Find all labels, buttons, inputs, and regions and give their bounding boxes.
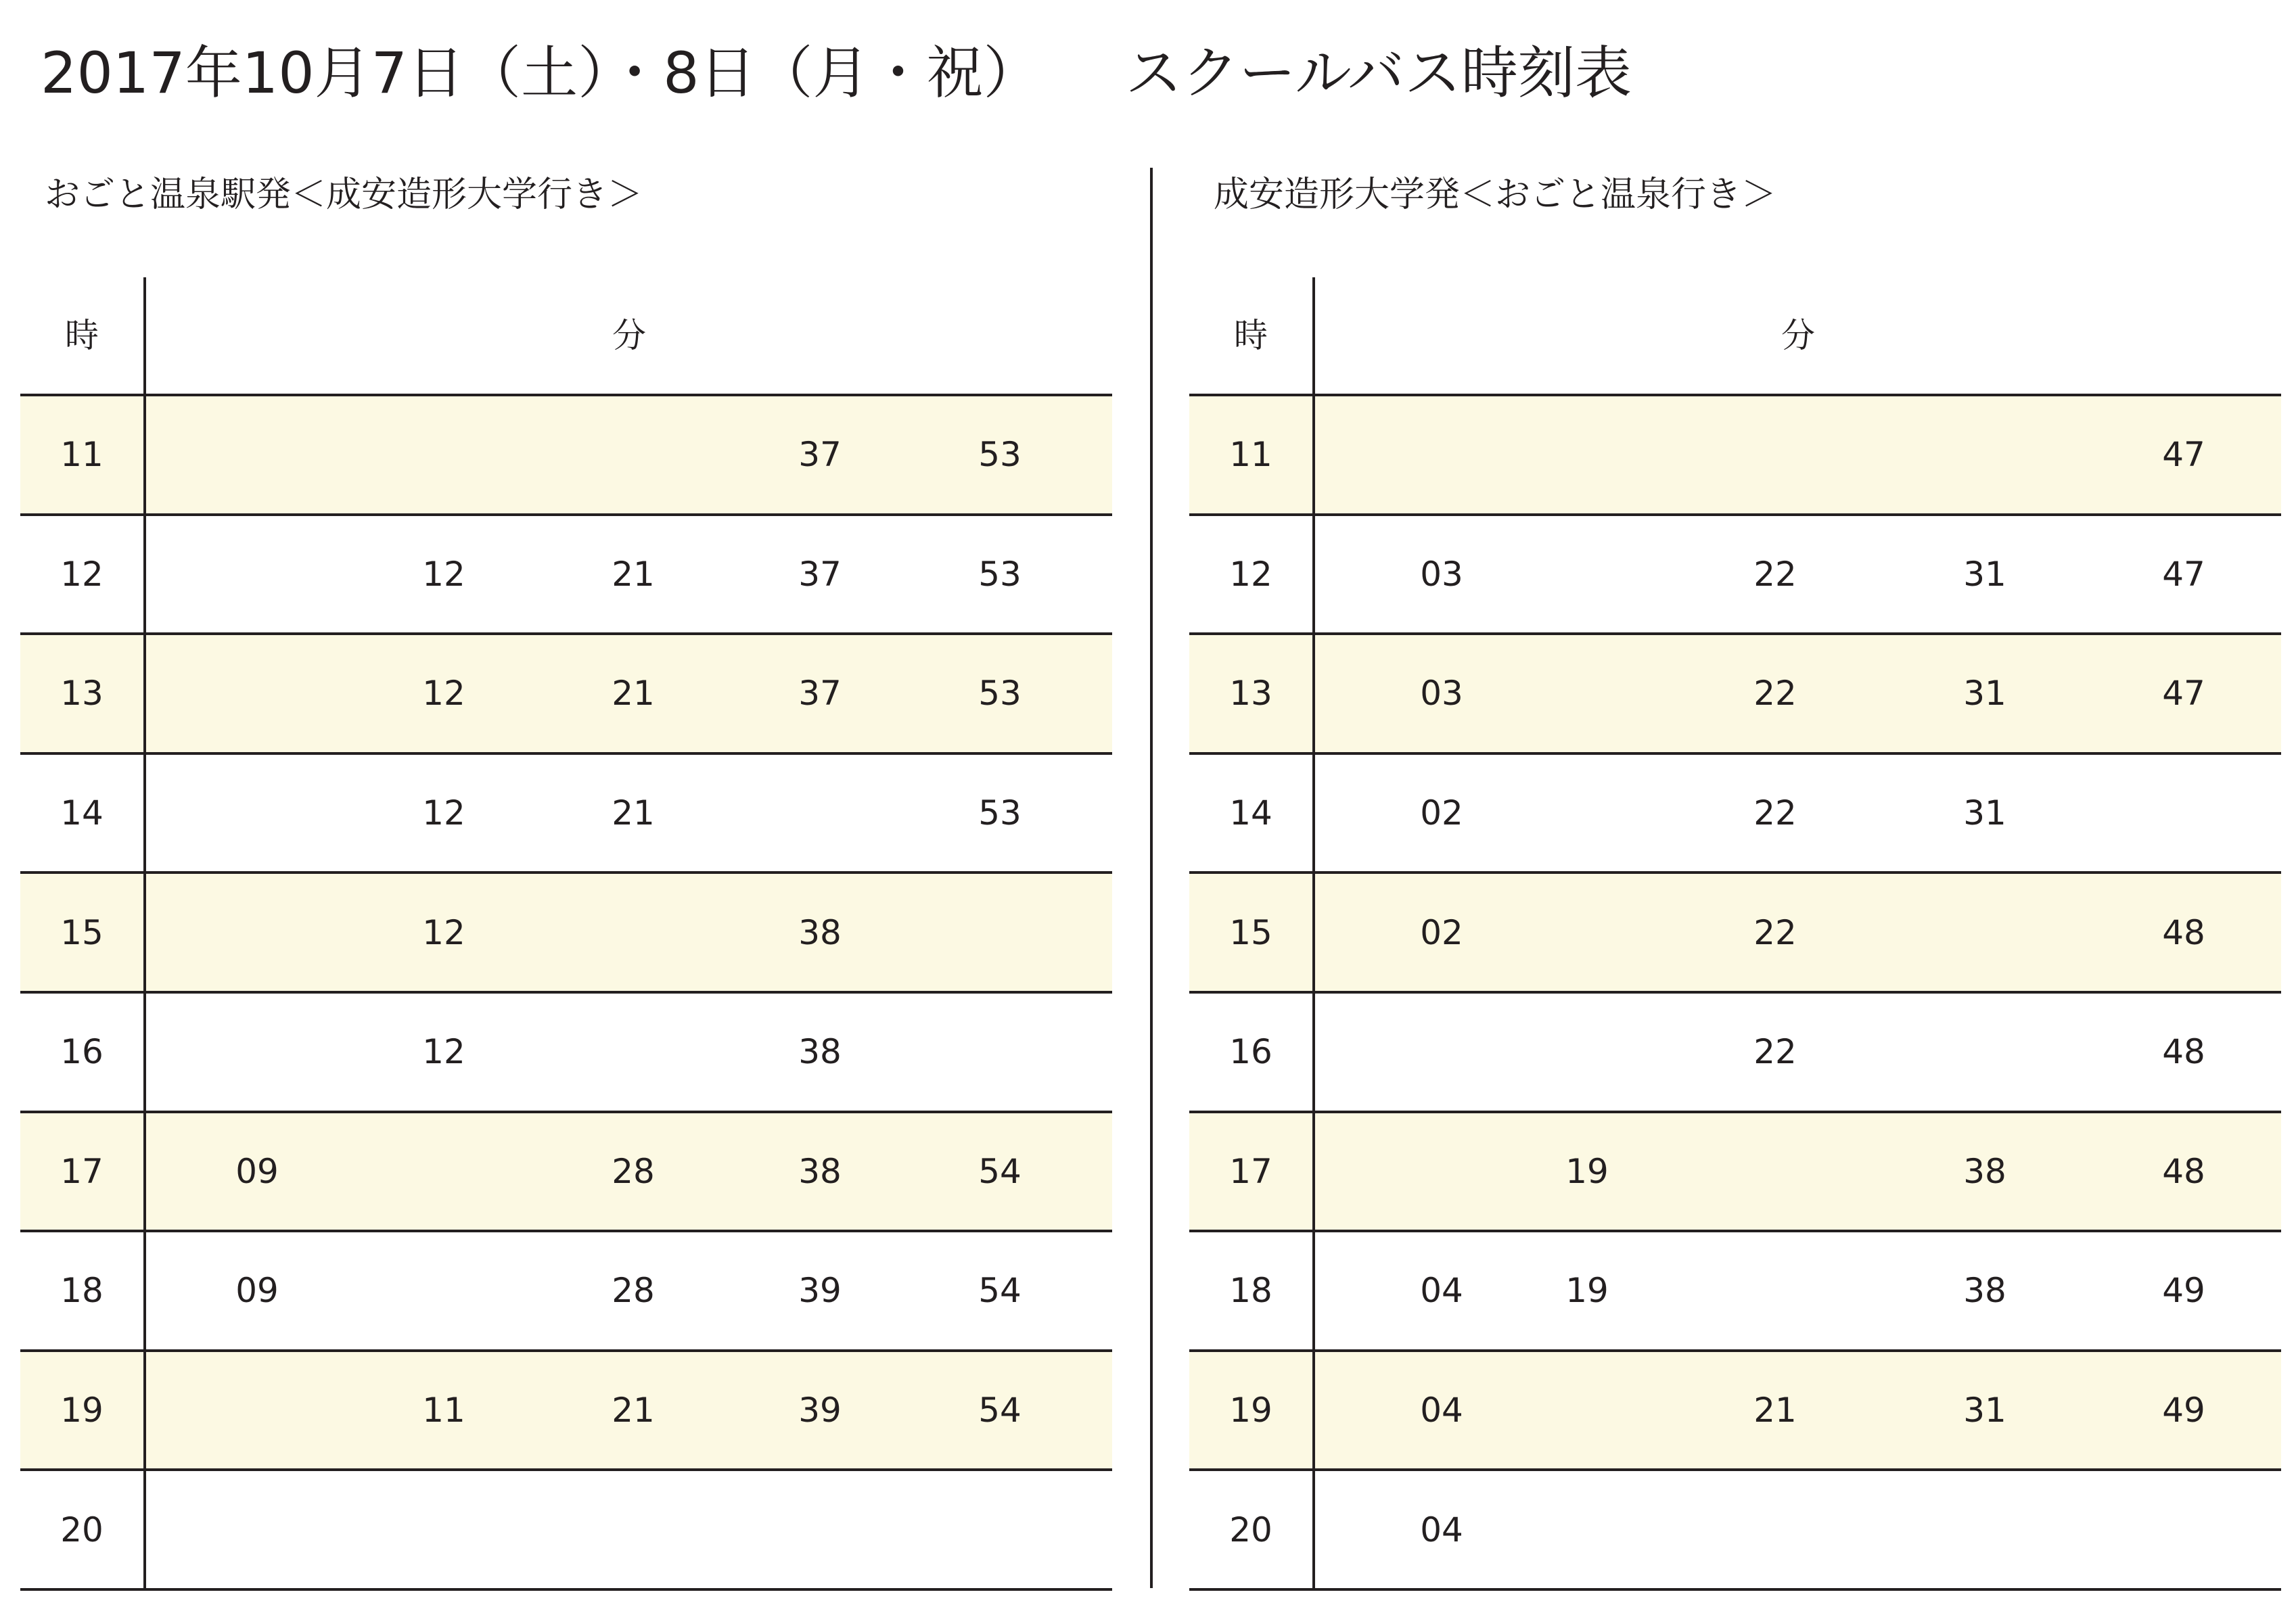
minute-cell (216, 516, 298, 633)
minute-cell (959, 874, 1040, 991)
hour-cell: 16 (1229, 1032, 1272, 1072)
minute-cell (593, 994, 674, 1111)
table-row (1189, 752, 2281, 872)
hour-cell: 14 (1229, 793, 1272, 833)
table-body (20, 394, 1112, 1591)
minute-cell: 38 (798, 1032, 842, 1072)
minute-cell (216, 1352, 298, 1469)
minute-cell: 39 (798, 1271, 842, 1311)
table-row (20, 632, 1112, 752)
hour-cell: 18 (1229, 1271, 1272, 1311)
minute-cell (779, 1471, 860, 1588)
table-row (20, 513, 1112, 633)
minute-cell (1735, 1471, 1816, 1588)
minute-cell (1546, 1352, 1628, 1469)
minute-cell (1735, 1232, 1816, 1349)
hour-cell: 16 (60, 1032, 104, 1072)
table-row (1189, 513, 2281, 633)
minute-cell: 49 (2162, 1271, 2205, 1311)
table-row (20, 871, 1112, 991)
table-row (1189, 1468, 2281, 1591)
minute-cell: 31 (1963, 554, 2006, 594)
minute-cell (1735, 396, 1816, 513)
minute-cell: 49 (2162, 1391, 2205, 1430)
minute-cell: 37 (798, 674, 842, 714)
minute-cell (1944, 396, 2025, 513)
minute-cell (1944, 1471, 2025, 1588)
minute-cell (216, 755, 298, 872)
hour-cell: 19 (60, 1391, 104, 1430)
minute-cell: 03 (1420, 554, 1463, 594)
minute-cell: 38 (798, 912, 842, 952)
minute-cell (1944, 994, 2025, 1111)
minute-cell: 22 (1753, 912, 1797, 952)
table-row (20, 1111, 1112, 1230)
table-row (1189, 1111, 2281, 1230)
minute-cell (1546, 755, 1628, 872)
hour-cell: 12 (60, 554, 104, 594)
hour-divider (143, 277, 146, 1588)
hour-divider (1312, 277, 1315, 1588)
minute-cell (959, 994, 1040, 1111)
minute-cell: 22 (1753, 554, 1797, 594)
hour-cell: 20 (1229, 1510, 1272, 1550)
minute-cell: 37 (798, 554, 842, 594)
minute-cell: 09 (235, 1271, 279, 1311)
hour-cell: 11 (60, 435, 104, 475)
table-row (20, 991, 1112, 1111)
table-row (1189, 394, 2281, 513)
minute-cell (959, 1471, 1040, 1588)
minute-cell: 54 (978, 1151, 1021, 1191)
table-row (20, 1230, 1112, 1349)
table-row (1189, 632, 2281, 752)
minute-cell: 48 (2162, 1151, 2205, 1191)
minute-cell: 38 (1963, 1271, 2006, 1311)
table-body (1189, 394, 2281, 1591)
table-row (20, 752, 1112, 872)
hour-cell: 13 (1229, 674, 1272, 714)
minute-cell: 53 (978, 793, 1021, 833)
minute-cell: 22 (1753, 674, 1797, 714)
minute-cell: 21 (1753, 1391, 1797, 1430)
minute-cell: 02 (1420, 793, 1463, 833)
hour-cell: 17 (60, 1151, 104, 1191)
minute-cell (1546, 1471, 1628, 1588)
minute-cell: 47 (2162, 674, 2205, 714)
minute-cell: 48 (2162, 912, 2205, 952)
hour-cell: 12 (1229, 554, 1272, 594)
route-title: おごと温泉駅発＜成安造形大学行き＞ (45, 175, 643, 215)
minute-cell (1546, 635, 1628, 752)
table-row (1189, 1349, 2281, 1469)
minute-cell (1401, 1113, 1482, 1230)
minute-cell: 53 (978, 554, 1021, 594)
minute-cell: 04 (1420, 1391, 1463, 1430)
hour-cell: 14 (60, 793, 104, 833)
minute-cell: 21 (612, 793, 655, 833)
minute-cell: 04 (1420, 1510, 1463, 1550)
minute-cell (593, 1471, 674, 1588)
minute-cell (1546, 396, 1628, 513)
minute-cell (216, 1471, 298, 1588)
hour-cell: 17 (1229, 1151, 1272, 1191)
minute-cell: 02 (1420, 912, 1463, 952)
minute-cell: 39 (798, 1391, 842, 1430)
hour-cell: 15 (60, 912, 104, 952)
minute-cell: 31 (1963, 793, 2006, 833)
hour-cell: 15 (1229, 912, 1272, 952)
hour-cell: 20 (60, 1510, 104, 1550)
minute-cell: 54 (978, 1391, 1021, 1430)
minute-cell (2143, 1471, 2224, 1588)
minute-cell: 48 (2162, 1032, 2205, 1072)
minute-cell: 19 (1565, 1151, 1609, 1191)
minute-cell (779, 755, 860, 872)
minute-cell: 37 (798, 435, 842, 475)
minute-cell: 21 (612, 674, 655, 714)
table-row (1189, 991, 2281, 1111)
minute-cell: 03 (1420, 674, 1463, 714)
minute-cell (216, 396, 298, 513)
minute-cell (593, 396, 674, 513)
minute-cell (1546, 516, 1628, 633)
minute-cell (1401, 396, 1482, 513)
table-header (20, 277, 1112, 394)
minute-cell: 12 (422, 912, 465, 952)
minute-cell (1401, 994, 1482, 1111)
table-row (1189, 1230, 2281, 1349)
minute-cell: 31 (1963, 1391, 2006, 1430)
hour-cell: 11 (1229, 435, 1272, 475)
minute-cell (1546, 994, 1628, 1111)
hour-cell: 19 (1229, 1391, 1272, 1430)
minute-cell: 22 (1753, 1032, 1797, 1072)
hour-cell: 18 (60, 1271, 104, 1311)
center-divider (1150, 168, 1153, 1588)
minute-cell: 12 (422, 793, 465, 833)
minute-cell (403, 396, 484, 513)
minute-cell (216, 635, 298, 752)
table-row (20, 1468, 1112, 1591)
table-row (20, 394, 1112, 513)
minute-cell: 54 (978, 1271, 1021, 1311)
hour-cell: 13 (60, 674, 104, 714)
minute-cell: 38 (1963, 1151, 2006, 1191)
minute-cell (403, 1471, 484, 1588)
hour-column-header: 時 (1234, 316, 1268, 355)
page-title: 2017年10月7日（土）・8日（月・祝） スクールバス時刻表 (41, 40, 1632, 106)
minute-cell: 12 (422, 674, 465, 714)
minute-cell: 21 (612, 1391, 655, 1430)
minute-cell: 38 (798, 1151, 842, 1191)
minute-cell: 19 (1565, 1271, 1609, 1311)
minute-cell (216, 874, 298, 991)
hour-column-header: 時 (65, 316, 99, 355)
minute-cell (216, 994, 298, 1111)
table-header (1189, 277, 2281, 394)
minute-cell: 28 (612, 1271, 655, 1311)
minute-cell (1944, 874, 2025, 991)
minute-cell (593, 874, 674, 991)
minute-column-header: 分 (1781, 316, 1815, 355)
minute-cell (403, 1232, 484, 1349)
minute-cell: 47 (2162, 554, 2205, 594)
minute-cell: 31 (1963, 674, 2006, 714)
minute-column-header: 分 (612, 316, 646, 355)
minute-cell: 21 (612, 554, 655, 594)
minute-cell: 53 (978, 674, 1021, 714)
minute-cell: 53 (978, 435, 1021, 475)
minute-cell (2143, 755, 2224, 872)
minute-cell: 11 (422, 1391, 465, 1430)
minute-cell: 47 (2162, 435, 2205, 475)
minute-cell (1735, 1113, 1816, 1230)
table-row (1189, 871, 2281, 991)
minute-cell: 09 (235, 1151, 279, 1191)
minute-cell: 22 (1753, 793, 1797, 833)
table-row (20, 1349, 1112, 1469)
minute-cell: 12 (422, 554, 465, 594)
minute-cell: 28 (612, 1151, 655, 1191)
minute-cell: 12 (422, 1032, 465, 1072)
minute-cell (403, 1113, 484, 1230)
route-title: 成安造形大学発＜おごと温泉行き＞ (1214, 175, 1777, 215)
minute-cell (1546, 874, 1628, 991)
minute-cell: 04 (1420, 1271, 1463, 1311)
